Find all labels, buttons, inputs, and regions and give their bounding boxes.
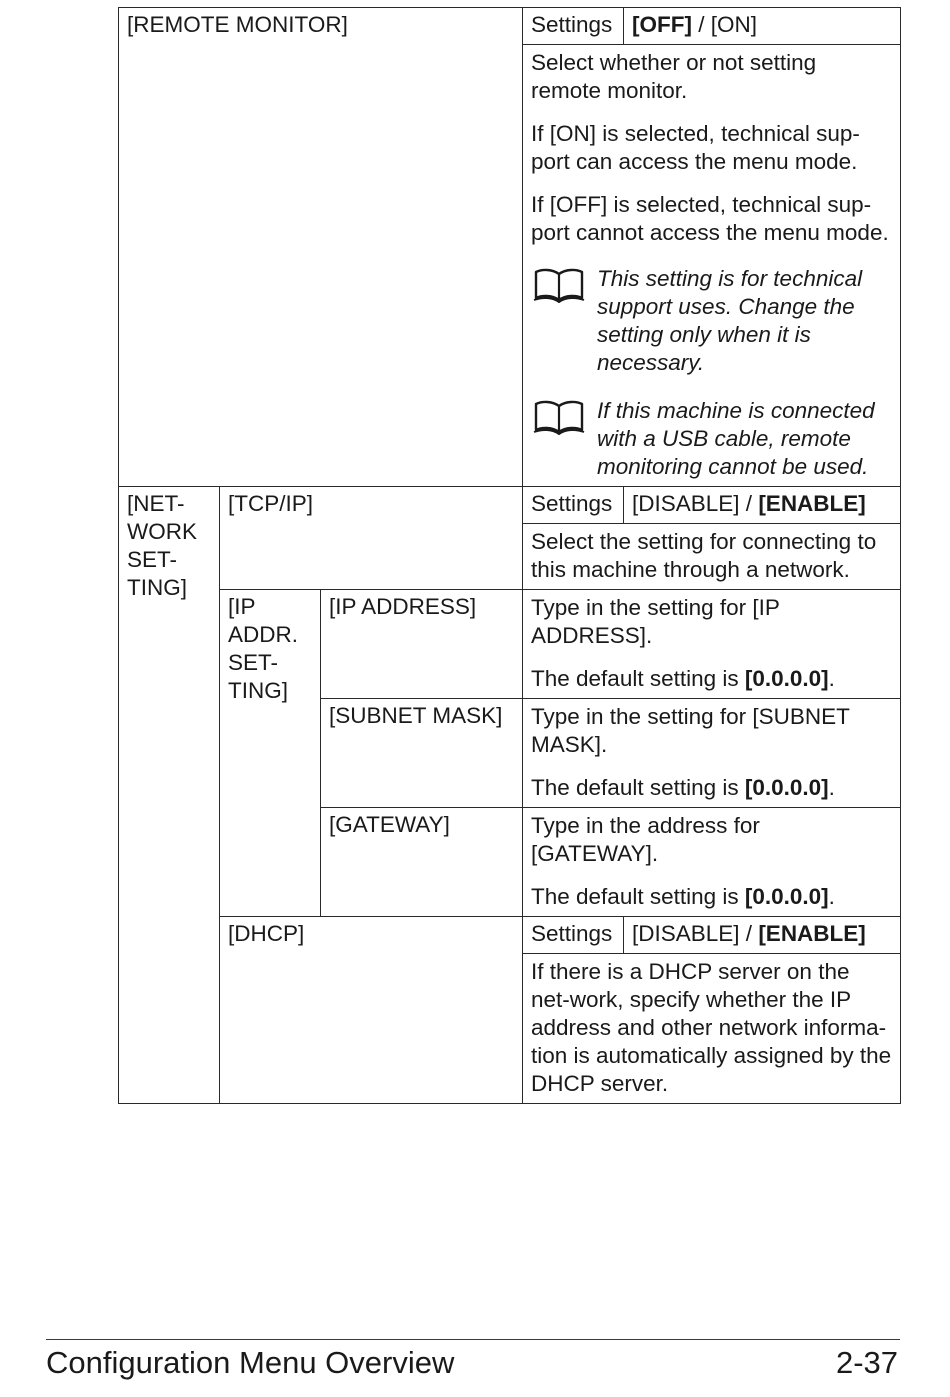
ip-address-description — [523, 590, 901, 699]
default-setting-text — [531, 665, 892, 693]
option-separator: / — [691, 12, 711, 37]
note — [531, 265, 892, 377]
default-option: [OFF] — [632, 12, 692, 37]
dhcp-description — [523, 954, 901, 1104]
settings-label: Settings — [523, 917, 624, 954]
table-row — [119, 917, 901, 954]
default-prefix: The default setting is — [531, 666, 745, 691]
network-setting-label: [NET-WORK SET-TING] — [119, 487, 220, 1104]
remote-monitor-label: [REMOTE MONITOR] — [119, 8, 523, 487]
option-separator: / — [739, 921, 759, 946]
remote-monitor-description — [523, 45, 901, 487]
default-suffix: . — [828, 775, 835, 800]
open-book-icon — [533, 267, 585, 303]
dhcp-label: [DHCP] — [220, 917, 523, 1104]
ip-addr-setting-label: [IP ADDR. SET-TING] — [220, 590, 321, 917]
tcpip-label: [TCP/IP] — [220, 487, 523, 590]
default-prefix: The default setting is — [531, 884, 745, 909]
option-separator: / — [739, 491, 759, 516]
default-option: [ENABLE] — [758, 491, 866, 516]
default-suffix: . — [828, 666, 835, 691]
option: [ON] — [710, 12, 758, 37]
page-number: 2-37 — [835, 1345, 898, 1380]
default-setting-text — [531, 774, 892, 802]
settings-options — [624, 917, 901, 954]
description-text: Type in the setting for [SUBNET MASK]. — [531, 704, 850, 757]
description-text: If there is a DHCP server on the net-work, specify whether the IP address and other network informa-tion is automatically assigned by the DHCP server. — [531, 959, 892, 1096]
default-value: [0.0.0.0] — [744, 775, 829, 800]
settings-label: Settings — [523, 8, 624, 45]
description-text: Type in the setting for [IP ADDRESS]. — [531, 595, 780, 648]
note-text: If this machine is connected with a USB cable, remote monitoring cannot be used. — [597, 398, 875, 479]
default-setting-text — [531, 883, 892, 911]
description-text: Select the setting for connecting to this machine through a network. — [531, 529, 877, 582]
subnet-mask-description — [523, 699, 901, 808]
settings-label: Settings — [523, 487, 624, 524]
subnet-mask-label: [SUBNET MASK] — [321, 699, 523, 808]
table-row — [119, 487, 901, 524]
default-suffix: . — [828, 884, 835, 909]
footer-title: Configuration Menu Overview — [46, 1345, 455, 1380]
table-row — [119, 590, 901, 699]
settings-options — [624, 487, 901, 524]
default-value: [0.0.0.0] — [744, 884, 829, 909]
option: [DISABLE] — [632, 491, 740, 516]
description-text: Type in the address for [GATEWAY]. — [531, 813, 760, 866]
description-text: If [ON] is selected, technical sup-port can access the menu mode. — [531, 121, 860, 174]
description-text: Select whether or not setting remote monitor. — [531, 50, 817, 103]
default-option: [ENABLE] — [758, 921, 866, 946]
open-book-icon — [533, 399, 585, 435]
ip-address-label: [IP ADDRESS] — [321, 590, 523, 699]
description-text: If [OFF] is selected, technical sup-port cannot access the menu mode. — [531, 192, 889, 245]
gateway-description — [523, 808, 901, 917]
default-prefix: The default setting is — [531, 775, 745, 800]
tcpip-description — [523, 524, 901, 590]
table-row — [119, 8, 901, 45]
note — [531, 397, 892, 481]
settings-options — [624, 8, 901, 45]
option: [DISABLE] — [632, 921, 740, 946]
default-value: [0.0.0.0] — [744, 666, 829, 691]
note-text: This setting is for technical support uses. Change the setting only when it is necessary. — [597, 266, 863, 375]
config-menu-table — [118, 7, 901, 1104]
footer-divider — [46, 1339, 900, 1340]
gateway-label: [GATEWAY] — [321, 808, 523, 917]
